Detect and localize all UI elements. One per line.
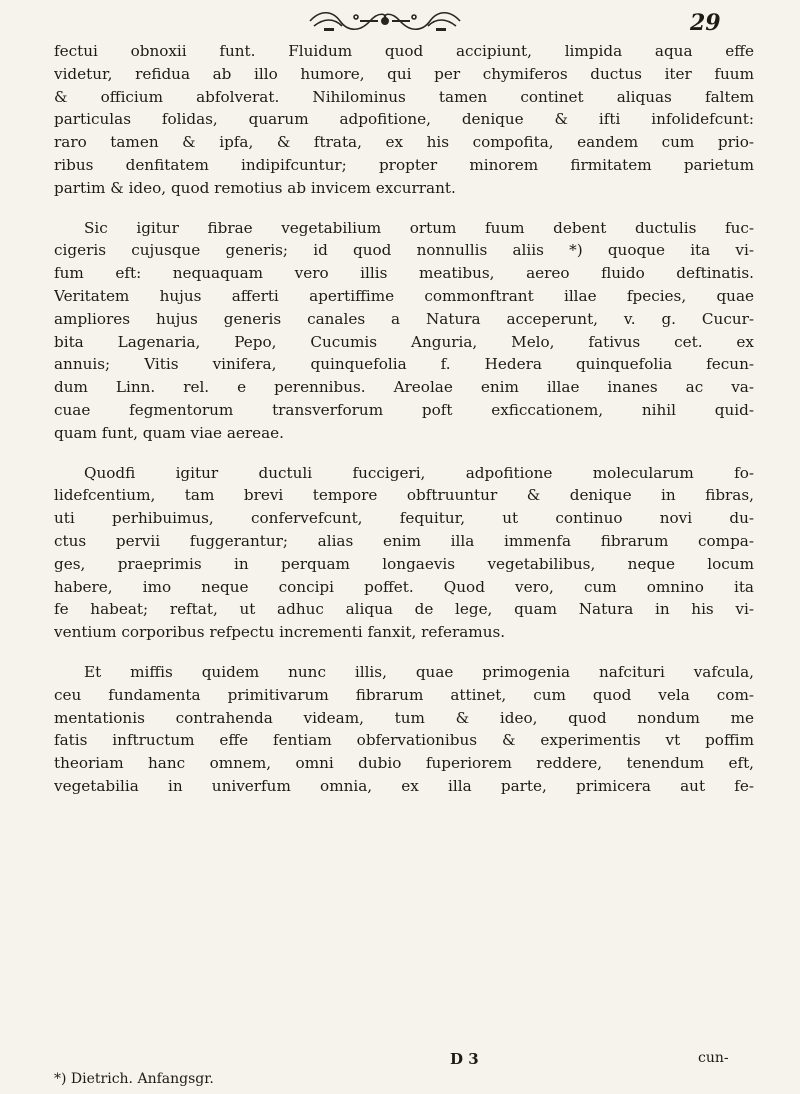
text-line: habere, imo neque concipi poffet. Quod vero, cum omnino ita (54, 577, 754, 596)
text-line: Quodfi igitur ductuli fuccigeri, adpofitione molecularum fo- (84, 463, 754, 482)
signature-mark: D 3 (450, 1050, 479, 1068)
text-line: & officium abfolverat. Nihilominus tamen continet aliquas faltem (54, 87, 754, 106)
text-line: videtur, refidua ab illo humore, qui per chymiferos ductus iter fuum (54, 64, 754, 83)
text-line: ges, praeprimis in perquam longaevis vegetabilibus, neque locum (54, 554, 754, 573)
text-line: theoriam hanc omnem, omni dubio fuperiorem reddere, tenendum eft, (54, 754, 754, 773)
text-line: ribus denfitatem indipifcuntur; propter minorem firmitatem parietum (54, 155, 754, 174)
text-line: fectui obnoxii funt. Fluidum quod accipiunt, limpida aqua effe (54, 42, 754, 60)
body-text (54, 40, 754, 798)
paragraph-gap (54, 445, 754, 462)
text-line: Et miffis quidem nunc illis, quae primogenia nafcituri vafcula, (84, 662, 754, 681)
text-line: fatis inftructum effe fentiam obfervationibus & experimentis vt poffim (54, 731, 754, 750)
text-line: uti perhibuimus, confervefcunt, fequitur, ut continuo novi du- (54, 509, 754, 528)
text-line: Veritatem hujus afferti apertiffime commonftrant illae fpecies, quae (54, 286, 754, 305)
text-line: cuae fegmentorum transverforum poft exficcationem, nihil quid- (54, 400, 754, 419)
paragraph-gap (54, 200, 754, 217)
text-line: ctus pervii fuggerantur; alias enim illa immenfa fibrarum compa- (54, 531, 754, 550)
text-line: lidefcentium, tam brevi tempore obftruuntur & denique in fibras, (54, 486, 754, 505)
text-line: vegetabilia in univerfum omnia, ex illa parte, primicera aut fe- (54, 776, 754, 795)
text-line: mentationis contrahenda videam, tum & ideo, quod nondum me (54, 708, 754, 727)
text-line: fe habeat; reftat, ut adhuc aliqua de lege, quam Natura in his vi- (54, 600, 754, 619)
footnote: *) Dietrich. Anfangsgr. (54, 1071, 214, 1087)
text-line: dum Linn. rel. e perennibus. Areolae enim illae inanes ac va- (54, 378, 754, 397)
paragraph-gap (54, 644, 754, 661)
page-number: 29 (690, 10, 721, 36)
text-line: raro tamen & ipfa, & ftrata, ex his compofita, eandem cum prio- (54, 133, 754, 152)
text-line: fum eft: nequaquam vero illis meatibus, aereo fluido deftinatis. (54, 264, 754, 283)
text-line: bita Lagenaria, Pepo, Cucumis Anguria, Melo, fativus cet. ex (54, 332, 754, 351)
text-line: ampliores hujus generis canales a Natura acceperunt, v. g. Cucur- (54, 309, 754, 328)
printers-ornament-icon (300, 6, 470, 36)
catchword: cun- (698, 1050, 729, 1066)
text-line: partim & ideo, quod remotius ab invicem excurrant. (54, 178, 456, 197)
text-line: Sic igitur fibrae vegetabilium ortum fuum debent ductulis fuc- (84, 218, 754, 237)
text-line: annuis; Vitis vinifera, quinquefolia f. Hedera quinquefolia fecun- (54, 355, 754, 374)
text-line: ventium corporibus refpectu incrementi fanxit, referamus. (54, 623, 506, 642)
text-line: ceu fundamenta primitivarum fibrarum attinet, cum quod vela com- (54, 685, 754, 704)
text-line: quam funt, quam viae aereae. (54, 423, 284, 442)
text-line: particulas folidas, quarum adpofitione, denique & ifti infolidefcunt: (54, 110, 754, 129)
text-line: cigeris cujusque generis; id quod nonnullis aliis *) quoque ita vi- (54, 241, 754, 260)
